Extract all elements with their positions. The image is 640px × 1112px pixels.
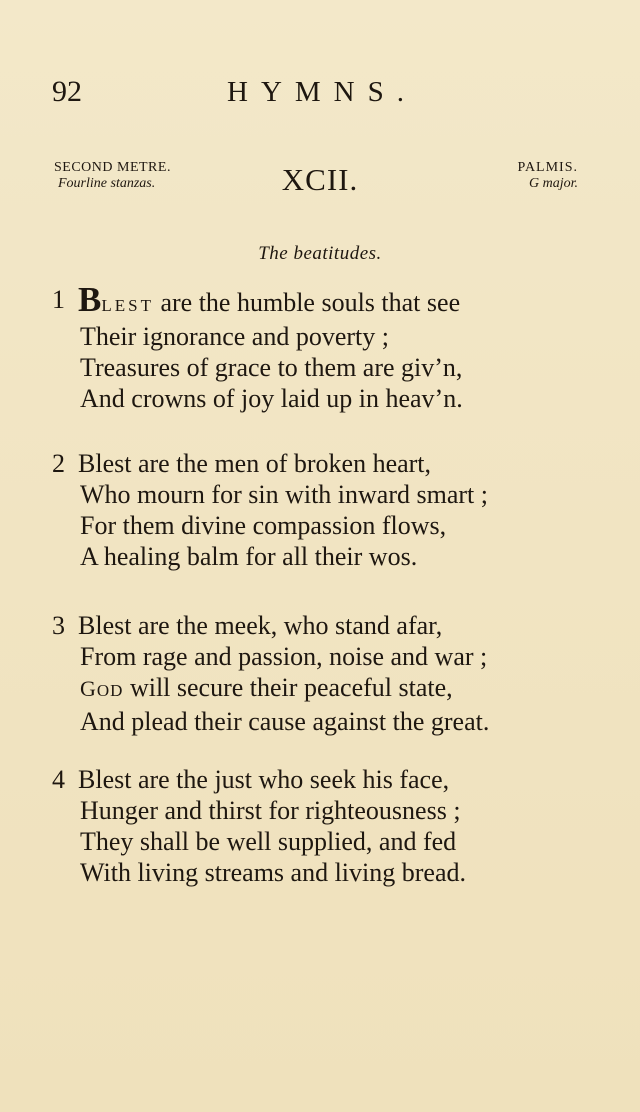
verse-line: From rage and passion, noise and war ; [80,642,488,671]
verse-text: are the humble souls that see [153,288,461,317]
verse-line: For them divine compassion flows, [80,511,447,540]
small-caps-word: LEST [101,296,154,315]
verse-line: Blest are the meek, who stand afar, [78,611,443,640]
running-title: HYMNS. [227,76,417,108]
stanza-form: Fourline stanzas. [58,176,156,191]
verse-text: will secure their peaceful state, [123,673,453,702]
tune-key: G major. [528,176,578,191]
tune-info [517,160,578,192]
verse-line: With living streams and living bread. [80,858,466,887]
verse-line: And crowns of joy laid up in heav’n. [80,384,463,413]
verse-line: Who mourn for sin with inward smart ; [80,480,488,509]
metre-label: SECOND METRE. [54,160,171,175]
stanza-number: 3 [52,611,65,640]
small-caps-word: GOD [80,676,124,701]
verse-line: Blest are the men of broken heart, [78,449,432,478]
drop-initial: B [78,280,102,319]
verse-line: They shall be well supplied, and fed [80,827,457,856]
hymn-subject: The beatitudes. [258,243,382,264]
hymn-number: XCII. [281,162,359,197]
stanza-number: 1 [52,285,65,314]
stanza-lines [78,280,463,414]
stanza-number: 2 [52,449,65,478]
page-number: 92 [52,75,82,108]
stanza-lines [78,764,466,888]
verse-line: Hunger and thirst for righteousness ; [80,796,461,825]
verse-line [78,280,463,321]
verse-line: Blest are the just who seek his face, [78,765,450,794]
stanza-lines [78,610,489,737]
verse-line: Treasures of grace to them are giv’n, [80,353,463,382]
stanza-number: 4 [52,765,65,794]
stanza-lines [78,448,488,572]
tune-name: PALMIS. [517,160,578,175]
verse-line [78,672,489,706]
verse-line: And plead their cause against the great. [80,707,490,736]
running-head [52,72,592,112]
verse-line: Their ignorance and poverty ; [80,322,389,351]
verse-line: A healing balm for all their wos. [80,542,418,571]
